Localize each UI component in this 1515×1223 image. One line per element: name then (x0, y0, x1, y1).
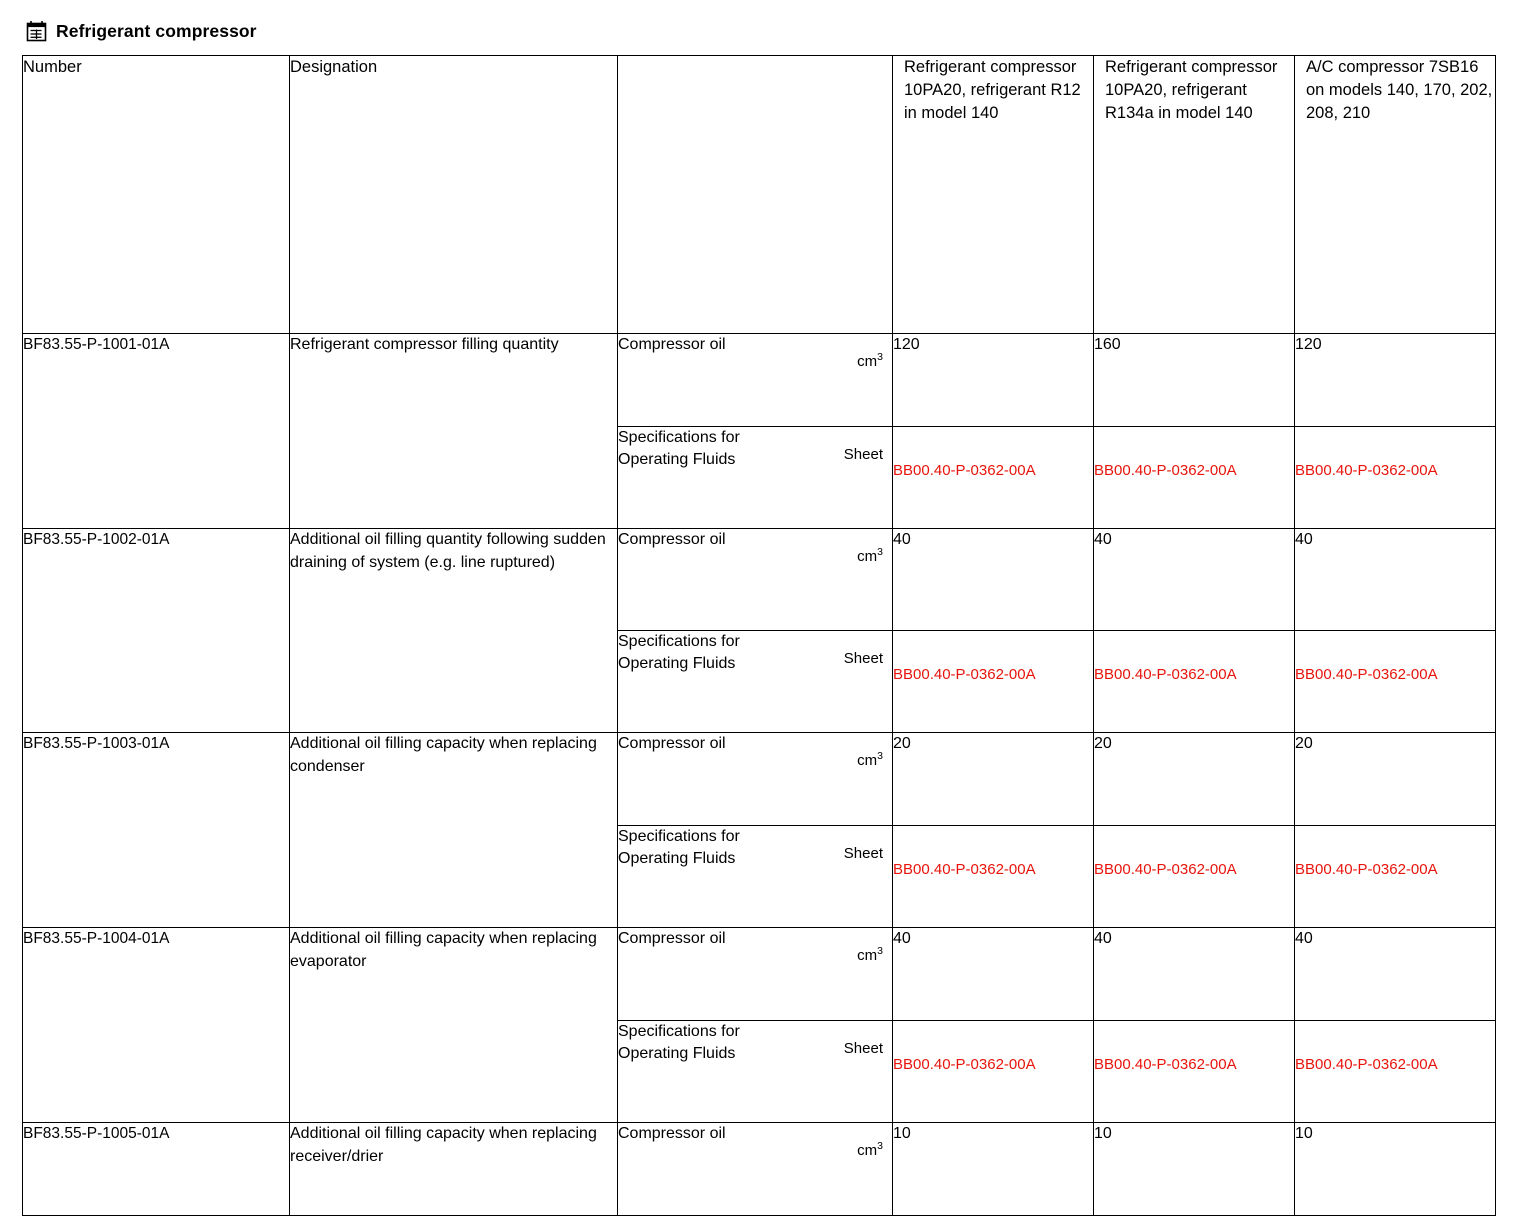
column-header-item (618, 56, 893, 334)
item-compressor-oil (618, 529, 893, 631)
row-designation: Additional oil filling capacity when replacing evaporator (290, 928, 618, 1123)
unit-volume: $cm^3$ (857, 750, 883, 769)
reference-r134a-140[interactable]: BB00.40-P-0362-00A (1094, 427, 1295, 529)
unit-volume: $cm^3$ (857, 1140, 883, 1159)
reference-r12-140[interactable]: BB00.40-P-0362-00A (893, 1021, 1094, 1123)
unit-sheet: Sheet (843, 650, 883, 667)
column-header-compressor-10pa20-r12: Refrigerant compressor 10PA20, refrigerant R12 in model 140 (893, 56, 1094, 334)
row-designation: Additional oil filling quantity following sudden draining of system (e.g. line ruptured) (290, 529, 618, 733)
item-compressor-oil (618, 1123, 893, 1216)
reference-r134a-140[interactable]: BB00.40-P-0362-00A (1094, 1021, 1295, 1123)
item-specifications-operating-fluids (618, 631, 893, 733)
reference-r12-140[interactable]: BB00.40-P-0362-00A (893, 631, 1094, 733)
item-label: Compressor oil (618, 930, 726, 947)
unit-volume: $cm^3$ (857, 546, 883, 565)
item-specifications-operating-fluids (618, 826, 893, 928)
unit-sheet: Sheet (843, 845, 883, 862)
reference-r12-140[interactable]: BB00.40-P-0362-00A (893, 427, 1094, 529)
reference-7sb16[interactable]: BB00.40-P-0362-00A (1295, 631, 1496, 733)
value-r12-140: 120 (893, 334, 1094, 427)
item-label: Compressor oil (618, 735, 726, 752)
value-7sb16: 20 (1295, 733, 1496, 826)
item-specifications-operating-fluids (618, 1021, 893, 1123)
value-7sb16: 120 (1295, 334, 1496, 427)
table-row (23, 733, 1496, 826)
item-label: Specifications for Operating Fluids (618, 429, 740, 469)
item-label: Specifications for Operating Fluids (618, 633, 740, 673)
column-header-designation: Designation (290, 56, 618, 334)
page-title: Refrigerant compressor (56, 20, 257, 41)
row-number: BF83.55-P-1003-01A (23, 733, 290, 928)
reference-7sb16[interactable]: BB00.40-P-0362-00A (1295, 1021, 1496, 1123)
value-r134a-140: 40 (1094, 928, 1295, 1021)
value-r134a-140: 40 (1094, 529, 1295, 631)
value-r134a-140: 10 (1094, 1123, 1295, 1216)
row-designation: Refrigerant compressor filling quantity (290, 334, 618, 529)
item-label: Compressor oil (618, 336, 726, 353)
row-designation: Additional oil filling capacity when replacing condenser (290, 733, 618, 928)
table-row (23, 928, 1496, 1021)
reference-r134a-140[interactable]: BB00.40-P-0362-00A (1094, 826, 1295, 928)
value-r12-140: 40 (893, 928, 1094, 1021)
row-number: BF83.55-P-1001-01A (23, 334, 290, 529)
value-r12-140: 20 (893, 733, 1094, 826)
value-7sb16: 40 (1295, 529, 1496, 631)
column-header-compressor-10pa20-r134a: Refrigerant compressor 10PA20, refrigerant R134a in model 140 (1094, 56, 1295, 334)
row-designation: Additional oil filling capacity when replacing receiver/drier (290, 1123, 618, 1216)
value-7sb16: 40 (1295, 928, 1496, 1021)
column-header-compressor-7sb16: A/C compressor 7SB16 on models 140, 170, 202, 208, 210 (1295, 56, 1496, 334)
value-r12-140: 10 (893, 1123, 1094, 1216)
unit-sheet: Sheet (843, 446, 883, 463)
unit-sheet: Sheet (843, 1040, 883, 1057)
item-label: Specifications for Operating Fluids (618, 1023, 740, 1063)
value-r134a-140: 20 (1094, 733, 1295, 826)
row-number: BF83.55-P-1004-01A (23, 928, 290, 1123)
value-7sb16: 10 (1295, 1123, 1496, 1216)
item-compressor-oil (618, 928, 893, 1021)
table-row (23, 529, 1496, 631)
column-header-number: Number (23, 56, 290, 334)
reference-r134a-140[interactable]: BB00.40-P-0362-00A (1094, 631, 1295, 733)
document-table-icon (26, 20, 47, 42)
row-number: BF83.55-P-1005-01A (23, 1123, 290, 1216)
item-compressor-oil (618, 733, 893, 826)
value-r12-140: 40 (893, 529, 1094, 631)
document-title-row (22, 14, 1493, 48)
specification-table (22, 55, 1496, 1216)
item-label: Specifications for Operating Fluids (618, 828, 740, 868)
item-label: Compressor oil (618, 1125, 726, 1142)
value-r134a-140: 160 (1094, 334, 1295, 427)
table-row (23, 334, 1496, 427)
unit-volume: $cm^3$ (857, 351, 883, 370)
reference-7sb16[interactable]: BB00.40-P-0362-00A (1295, 826, 1496, 928)
unit-volume: $cm^3$ (857, 945, 883, 964)
table-header-row (23, 56, 1496, 334)
item-compressor-oil (618, 334, 893, 427)
reference-7sb16[interactable]: BB00.40-P-0362-00A (1295, 427, 1496, 529)
item-specifications-operating-fluids (618, 427, 893, 529)
row-number: BF83.55-P-1002-01A (23, 529, 290, 733)
table-row (23, 1123, 1496, 1216)
reference-r12-140[interactable]: BB00.40-P-0362-00A (893, 826, 1094, 928)
item-label: Compressor oil (618, 531, 726, 548)
